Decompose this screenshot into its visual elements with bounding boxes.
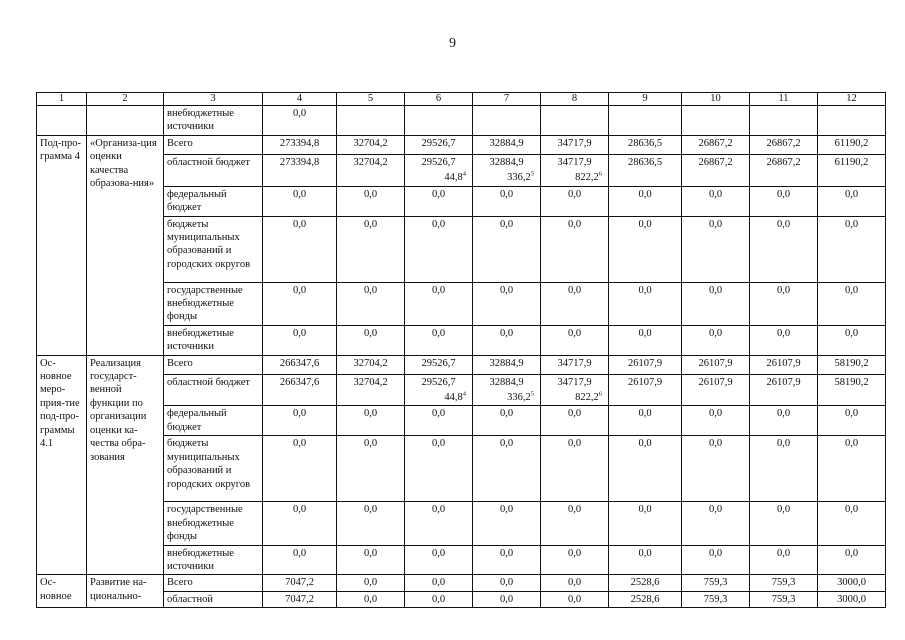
value-cell: 32884,9 <box>473 136 541 155</box>
value-cell: 0,0 <box>609 186 682 216</box>
value-cell: 0,0 <box>682 325 750 355</box>
value-cell: 26867,2 <box>750 155 818 187</box>
budget-table <box>36 92 886 608</box>
value-subcell <box>405 390 473 406</box>
value-cell: 0,0 <box>405 216 473 282</box>
value-cell: 0,0 <box>263 406 337 436</box>
value-cell: 0,0 <box>682 406 750 436</box>
value-subcell-text: 822,2 <box>575 392 599 404</box>
value-cell: 0,0 <box>337 282 405 325</box>
program-name-cell: Развитие на-ционально- <box>87 575 164 608</box>
value-cell: 0,0 <box>263 502 337 545</box>
value-cell: 0,0 <box>541 502 609 545</box>
value-subcell-text: 822,2 <box>575 172 599 184</box>
value-cell: 0,0 <box>541 216 609 282</box>
value-cell: 0,0 <box>750 186 818 216</box>
value-cell: 28636,5 <box>609 136 682 155</box>
value-cell: 2528,6 <box>609 575 682 591</box>
column-header: 5 <box>337 93 405 106</box>
value-cell: 0,0 <box>541 575 609 591</box>
column-header: 11 <box>750 93 818 106</box>
source-label: Всего <box>164 355 263 374</box>
value-cell <box>405 106 473 136</box>
value-cell: 0,0 <box>818 436 886 502</box>
value-cell: 0,0 <box>682 216 750 282</box>
value-cell: 0,0 <box>541 591 609 607</box>
value-cell: 273394,8 <box>263 136 337 155</box>
value-cell: 26107,9 <box>609 374 682 406</box>
footnote-mark: 5 <box>530 170 534 178</box>
value-cell: 0,0 <box>263 186 337 216</box>
source-label: федеральный бюджет <box>164 186 263 216</box>
header-row <box>37 93 886 106</box>
value-cell: 0,0 <box>682 436 750 502</box>
program-name-cell: «Организа-ция оценки качества образова-ния» <box>87 136 164 356</box>
source-label: бюджеты муниципальных образований и городских округов <box>164 216 263 282</box>
value-cell <box>541 106 609 136</box>
value-cell <box>818 106 886 136</box>
value-cell: 26107,9 <box>682 355 750 374</box>
value-cell: 0,0 <box>405 282 473 325</box>
value-cell: 0,0 <box>263 106 337 136</box>
value-cell: 0,0 <box>750 545 818 575</box>
source-label: областной бюджет <box>164 374 263 406</box>
source-label: государственные внебюджетные фонды <box>164 282 263 325</box>
value-cell: 0,0 <box>263 436 337 502</box>
value-cell: 0,0 <box>473 406 541 436</box>
value-cell: 0,0 <box>405 186 473 216</box>
value-cell: 0,0 <box>263 282 337 325</box>
value-cell: 32704,2 <box>337 136 405 155</box>
value-cell: 273394,8 <box>263 155 337 187</box>
value-cell: 0,0 <box>682 502 750 545</box>
table-row <box>37 591 886 607</box>
value-cell: 0,0 <box>750 282 818 325</box>
source-label: Всего <box>164 575 263 591</box>
value-cell: 759,3 <box>750 575 818 591</box>
value-cell: 0,0 <box>818 325 886 355</box>
page-number: 9 <box>449 36 456 51</box>
source-label: федеральный бюджет <box>164 406 263 436</box>
value-cell: 0,0 <box>609 282 682 325</box>
value-cell: 0,0 <box>337 406 405 436</box>
table-row <box>37 155 886 171</box>
value-subcell <box>541 390 609 406</box>
value-cell: 0,0 <box>473 502 541 545</box>
table-row <box>37 136 886 155</box>
value-cell: 0,0 <box>473 436 541 502</box>
value-cell: 0,0 <box>750 325 818 355</box>
value-cell: 3000,0 <box>818 591 886 607</box>
value-cell <box>609 106 682 136</box>
footnote-mark: 6 <box>598 390 602 398</box>
value-cell: 7047,2 <box>263 575 337 591</box>
value-cell: 28636,5 <box>609 155 682 187</box>
column-header: 6 <box>405 93 473 106</box>
value-cell: 26867,2 <box>682 155 750 187</box>
value-cell: 0,0 <box>473 325 541 355</box>
value-cell: 0,0 <box>609 216 682 282</box>
value-cell: 0,0 <box>263 216 337 282</box>
value-cell: 0,0 <box>337 216 405 282</box>
value-cell: 7047,2 <box>263 591 337 607</box>
value-cell: 0,0 <box>609 325 682 355</box>
footnote-mark: 4 <box>462 170 466 178</box>
column-header: 4 <box>263 93 337 106</box>
value-cell: 61190,2 <box>818 136 886 155</box>
value-cell: 0,0 <box>682 545 750 575</box>
value-cell: 0,0 <box>337 325 405 355</box>
table-row <box>37 545 886 575</box>
column-header: 9 <box>609 93 682 106</box>
table-row <box>37 355 886 374</box>
value-cell: 32704,2 <box>337 374 405 406</box>
value-subcell-text: 336,2 <box>507 172 531 184</box>
value-cell: 0,0 <box>818 502 886 545</box>
value-cell: 0,0 <box>818 282 886 325</box>
value-cell <box>682 106 750 136</box>
value-cell: 0,0 <box>541 325 609 355</box>
value-cell: 0,0 <box>473 282 541 325</box>
program-type-cell: Под-про-грамма 4 <box>37 136 87 356</box>
value-cell: 29526,7 <box>405 355 473 374</box>
value-cell: 58190,2 <box>818 355 886 374</box>
source-label: внебюджетные источники <box>164 325 263 355</box>
empty-cell <box>87 106 164 136</box>
value-subcell <box>541 170 609 186</box>
value-cell: 0,0 <box>405 502 473 545</box>
value-cell: 0,0 <box>473 591 541 607</box>
value-cell: 0,0 <box>263 545 337 575</box>
value-cell: 266347,6 <box>263 355 337 374</box>
value-cell <box>473 106 541 136</box>
value-cell: 0,0 <box>405 545 473 575</box>
table-row <box>37 575 886 591</box>
source-label: Всего <box>164 136 263 155</box>
value-cell: 29526,7 <box>405 155 473 171</box>
table-row <box>37 282 886 325</box>
value-cell: 0,0 <box>750 406 818 436</box>
value-cell: 3000,0 <box>818 575 886 591</box>
value-subcell-text: 44,8 <box>444 392 463 404</box>
value-cell: 0,0 <box>473 186 541 216</box>
column-header: 1 <box>37 93 87 106</box>
value-cell: 26867,2 <box>682 136 750 155</box>
program-type-cell: Ос-новное меро-прия-тие под-про-граммы 4.1 <box>37 355 87 575</box>
value-cell: 0,0 <box>750 436 818 502</box>
column-header: 3 <box>164 93 263 106</box>
table-row <box>37 436 886 502</box>
value-cell: 32704,2 <box>337 355 405 374</box>
value-cell: 26107,9 <box>750 374 818 406</box>
program-type-cell: Ос-новное <box>37 575 87 608</box>
value-cell: 0,0 <box>609 545 682 575</box>
value-subcell <box>473 170 541 186</box>
table-row <box>37 374 886 390</box>
value-cell: 26107,9 <box>750 355 818 374</box>
value-cell: 0,0 <box>541 406 609 436</box>
value-cell: 0,0 <box>818 406 886 436</box>
value-cell: 29526,7 <box>405 374 473 390</box>
program-name-cell: Реализация государст-венной функции по организации оценки ка-чества обра-зования <box>87 355 164 575</box>
value-subcell <box>473 390 541 406</box>
value-cell: 0,0 <box>818 545 886 575</box>
value-cell: 759,3 <box>682 591 750 607</box>
column-header: 7 <box>473 93 541 106</box>
value-cell <box>750 106 818 136</box>
value-cell: 0,0 <box>682 282 750 325</box>
value-cell: 32704,2 <box>337 155 405 187</box>
value-cell: 32884,9 <box>473 155 541 171</box>
column-header: 12 <box>818 93 886 106</box>
source-label: областной бюджет <box>164 155 263 187</box>
value-cell: 0,0 <box>337 186 405 216</box>
value-cell: 759,3 <box>682 575 750 591</box>
value-cell: 0,0 <box>337 591 405 607</box>
table-row <box>37 502 886 545</box>
table-row <box>37 106 886 136</box>
value-cell <box>337 106 405 136</box>
value-cell: 0,0 <box>405 406 473 436</box>
value-cell: 34717,9 <box>541 136 609 155</box>
value-cell: 0,0 <box>337 545 405 575</box>
value-cell: 0,0 <box>405 325 473 355</box>
source-label: бюджеты муниципальных образований и городских округов <box>164 436 263 502</box>
value-cell: 0,0 <box>337 575 405 591</box>
value-subcell-text: 44,8 <box>444 172 463 184</box>
column-header: 2 <box>87 93 164 106</box>
value-cell: 29526,7 <box>405 136 473 155</box>
value-cell: 0,0 <box>473 575 541 591</box>
source-label: государственные внебюджетные фонды <box>164 502 263 545</box>
empty-cell <box>37 106 87 136</box>
value-subcell <box>405 170 473 186</box>
source-label: внебюджетные источники <box>164 106 263 136</box>
source-label: областной <box>164 591 263 607</box>
value-cell: 759,3 <box>750 591 818 607</box>
value-cell: 0,0 <box>473 545 541 575</box>
value-cell: 266347,6 <box>263 374 337 406</box>
value-cell: 0,0 <box>405 591 473 607</box>
value-cell: 58190,2 <box>818 374 886 406</box>
value-cell: 0,0 <box>818 216 886 282</box>
source-label: внебюджетные источники <box>164 545 263 575</box>
value-cell: 0,0 <box>682 186 750 216</box>
value-cell: 0,0 <box>609 406 682 436</box>
value-cell: 32884,9 <box>473 374 541 390</box>
value-cell: 26107,9 <box>682 374 750 406</box>
value-cell: 0,0 <box>337 502 405 545</box>
value-cell: 0,0 <box>263 325 337 355</box>
value-cell: 0,0 <box>609 436 682 502</box>
value-cell: 0,0 <box>337 436 405 502</box>
value-cell: 0,0 <box>405 436 473 502</box>
value-cell: 0,0 <box>818 186 886 216</box>
value-cell: 0,0 <box>473 216 541 282</box>
table-row <box>37 186 886 216</box>
value-cell: 0,0 <box>750 502 818 545</box>
value-cell: 2528,6 <box>609 591 682 607</box>
value-cell: 0,0 <box>750 216 818 282</box>
value-cell: 0,0 <box>541 282 609 325</box>
footnote-mark: 4 <box>462 390 466 398</box>
value-cell: 34717,9 <box>541 355 609 374</box>
value-cell: 32884,9 <box>473 355 541 374</box>
column-header: 10 <box>682 93 750 106</box>
value-cell: 34717,9 <box>541 374 609 390</box>
footnote-mark: 6 <box>598 170 602 178</box>
table-row <box>37 406 886 436</box>
value-cell: 34717,9 <box>541 155 609 171</box>
value-cell: 26107,9 <box>609 355 682 374</box>
value-cell: 0,0 <box>541 436 609 502</box>
value-cell: 0,0 <box>541 545 609 575</box>
value-cell: 0,0 <box>405 575 473 591</box>
value-cell: 0,0 <box>541 186 609 216</box>
table-row <box>37 216 886 282</box>
table-row <box>37 325 886 355</box>
value-subcell-text: 336,2 <box>507 392 531 404</box>
value-cell: 26867,2 <box>750 136 818 155</box>
value-cell: 61190,2 <box>818 155 886 187</box>
value-cell: 0,0 <box>609 502 682 545</box>
footnote-mark: 5 <box>530 390 534 398</box>
column-header: 8 <box>541 93 609 106</box>
